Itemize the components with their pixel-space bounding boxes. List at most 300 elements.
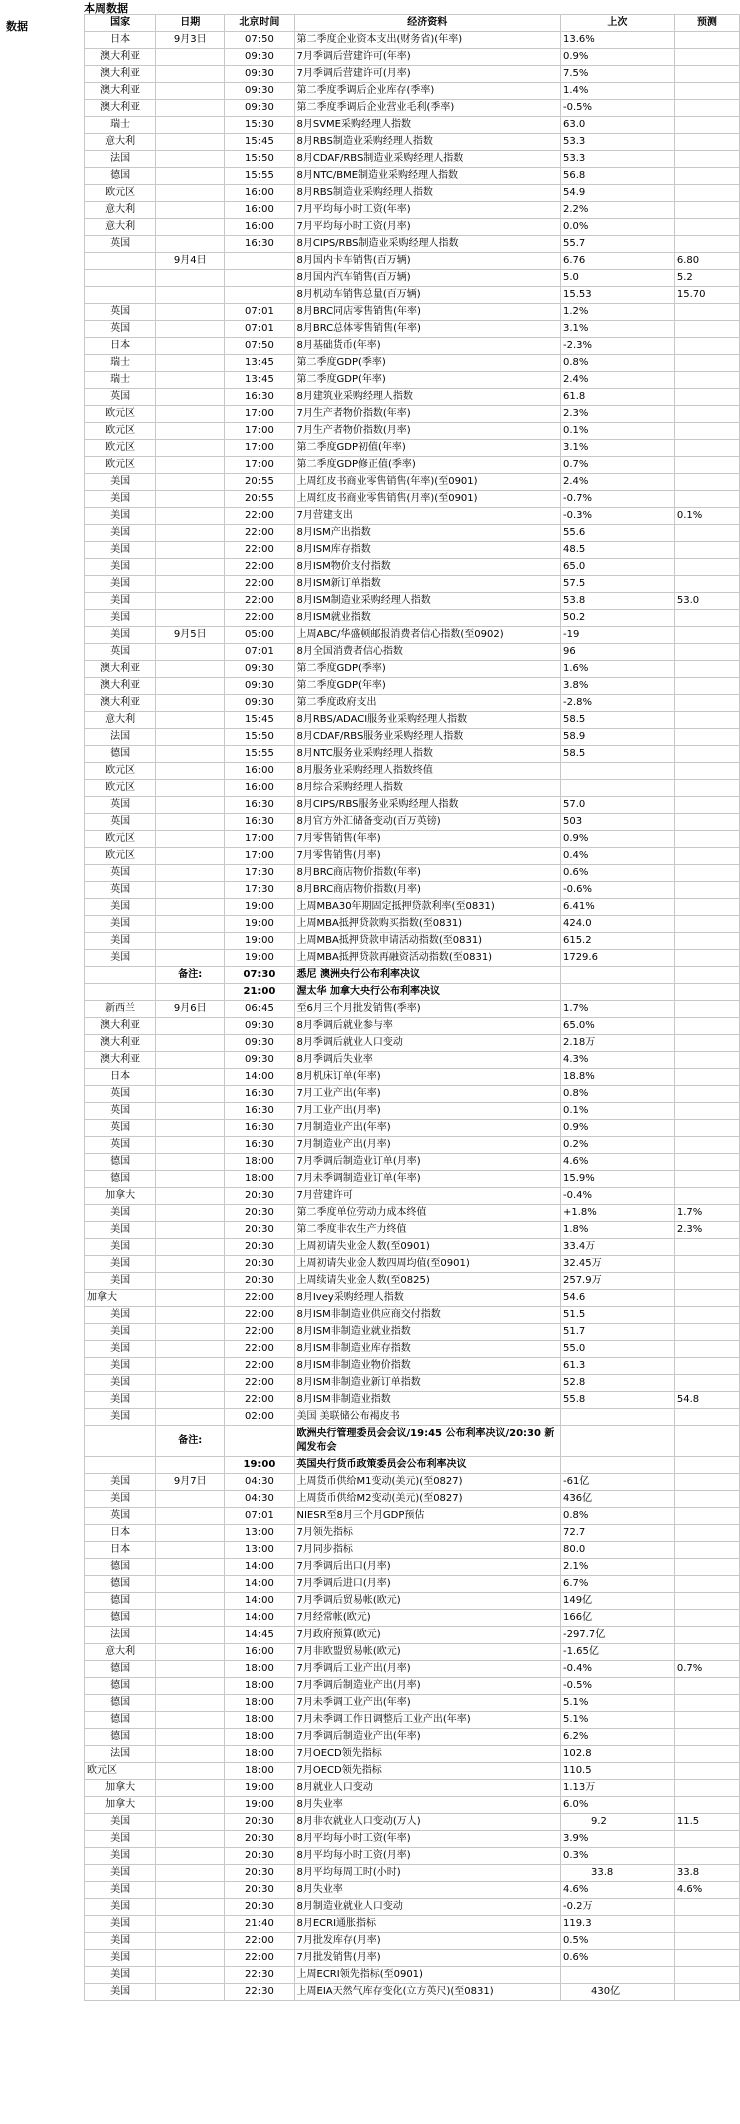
cell-time: 22:00: [225, 525, 294, 542]
cell-prev: 149亿: [560, 1593, 674, 1610]
cell-item: 7月领先指标: [294, 1525, 560, 1542]
cell-prev: 3.8%: [560, 678, 674, 695]
cell-forecast: 15.70: [674, 287, 739, 304]
cell-time: 17:00: [225, 848, 294, 865]
cell-forecast: [674, 151, 739, 168]
table-row: [85, 440, 740, 457]
table-row: [85, 321, 740, 338]
cell-forecast: [674, 1746, 739, 1763]
cell-country: 美国: [85, 1491, 156, 1508]
cell-forecast: [674, 1086, 739, 1103]
cell-item: 7月季调后营建许可(年率): [294, 49, 560, 66]
cell-forecast: [674, 1103, 739, 1120]
cell-forecast: 0.1%: [674, 508, 739, 525]
cell-prev: 32.45万: [560, 1256, 674, 1273]
cell-forecast: [674, 1916, 739, 1933]
cell-date: [156, 1797, 225, 1814]
table-row: [85, 678, 740, 695]
table-row: [85, 1746, 740, 1763]
cell-prev: 3.1%: [560, 440, 674, 457]
cell-date: [156, 389, 225, 406]
cell-prev: 53.8: [560, 593, 674, 610]
cell-date: [156, 1307, 225, 1324]
cell-time: 09:30: [225, 66, 294, 83]
cell-time: 16:00: [225, 763, 294, 780]
cell-time: 22:00: [225, 1358, 294, 1375]
table-row: [85, 1780, 740, 1797]
cell-time: 07:30: [225, 967, 294, 984]
note-row: [85, 984, 740, 1001]
cell-item: 7月零售销售(年率): [294, 831, 560, 848]
cell-date: [156, 1457, 225, 1474]
cell-country: 美国: [85, 1409, 156, 1426]
cell-forecast: [674, 1035, 739, 1052]
cell-item: 8月就业人口变动: [294, 1780, 560, 1797]
cell-forecast: [674, 1933, 739, 1950]
cell-date: [156, 1644, 225, 1661]
cell-date: [156, 1831, 225, 1848]
cell-country: 美国: [85, 1239, 156, 1256]
table-row: [85, 1035, 740, 1052]
cell-time: 14:00: [225, 1610, 294, 1627]
cell-time: 20:30: [225, 1239, 294, 1256]
cell-time: 09:30: [225, 100, 294, 117]
cell-prev: 65.0%: [560, 1018, 674, 1035]
cell-prev: 55.7: [560, 236, 674, 253]
table-row: [85, 304, 740, 321]
cell-country: 美国: [85, 1916, 156, 1933]
cell-date: [156, 1763, 225, 1780]
cell-item: 7月政府预算(欧元): [294, 1627, 560, 1644]
cell-item: 美国 美联储公布褐皮书: [294, 1409, 560, 1426]
cell-prev: 503: [560, 814, 674, 831]
cell-prev: -0.6%: [560, 882, 674, 899]
cell-forecast: [674, 1627, 739, 1644]
cell-forecast: [674, 1307, 739, 1324]
table-row: [85, 474, 740, 491]
cell-forecast: [674, 1018, 739, 1035]
cell-prev: [560, 984, 674, 1001]
cell-country: 澳大利亚: [85, 49, 156, 66]
cell-prev: 0.2%: [560, 1137, 674, 1154]
cell-time: 07:01: [225, 304, 294, 321]
cell-date: [156, 1627, 225, 1644]
cell-date: [156, 236, 225, 253]
data-table: [84, 14, 740, 2001]
cell-country: 英国: [85, 321, 156, 338]
cell-forecast: [674, 899, 739, 916]
cell-country: 德国: [85, 1576, 156, 1593]
cell-forecast: [674, 967, 739, 984]
cell-date: [156, 593, 225, 610]
cell-date: [156, 797, 225, 814]
table-row: [85, 117, 740, 134]
table-row: [85, 712, 740, 729]
cell-forecast: [674, 1256, 739, 1273]
cell-item: 8月季调后就业人口变动: [294, 1035, 560, 1052]
cell-country: 意大利: [85, 1644, 156, 1661]
cell-country: 英国: [85, 797, 156, 814]
table-row: [85, 780, 740, 797]
cell-forecast: 11.5: [674, 1814, 739, 1831]
cell-country: 美国: [85, 950, 156, 967]
cell-date: [156, 950, 225, 967]
cell-forecast: [674, 1695, 739, 1712]
cell-forecast: [674, 627, 739, 644]
cell-prev: 1.13万: [560, 1780, 674, 1797]
cell-prev: 50.2: [560, 610, 674, 627]
cell-item: 7月季调后出口(月率): [294, 1559, 560, 1576]
cell-item: 7月批发库存(月率): [294, 1933, 560, 1950]
cell-time: 13:45: [225, 372, 294, 389]
cell-prev: 0.8%: [560, 355, 674, 372]
cell-prev: -0.5%: [560, 1678, 674, 1695]
cell-country: [85, 967, 156, 984]
cell-item: 8月BRC商店物价指数(年率): [294, 865, 560, 882]
cell-prev: 102.8: [560, 1746, 674, 1763]
cell-country: [85, 287, 156, 304]
cell-time: 13:00: [225, 1525, 294, 1542]
cell-prev: 1.4%: [560, 83, 674, 100]
table-row: [85, 1525, 740, 1542]
cell-forecast: [674, 1171, 739, 1188]
cell-country: 英国: [85, 236, 156, 253]
cell-time: 09:30: [225, 49, 294, 66]
cell-forecast: 5.2: [674, 270, 739, 287]
cell-time: 04:30: [225, 1491, 294, 1508]
table-row: [85, 457, 740, 474]
cell-country: 欧元区: [85, 1763, 156, 1780]
cell-forecast: [674, 304, 739, 321]
cell-prev: 3.1%: [560, 321, 674, 338]
cell-date: [156, 1222, 225, 1239]
table-row: [85, 729, 740, 746]
header-prev: 上次: [560, 15, 674, 32]
cell-time: 20:30: [225, 1814, 294, 1831]
table-row: [85, 882, 740, 899]
table-row: [85, 423, 740, 440]
cell-date: [156, 610, 225, 627]
cell-time: 19:00: [225, 1457, 294, 1474]
cell-item: 8月CDAF/RBS制造业采购经理人指数: [294, 151, 560, 168]
cell-prev: 110.5: [560, 1763, 674, 1780]
cell-item: 第二季度单位劳动力成本终值: [294, 1205, 560, 1222]
table-row: [85, 1814, 740, 1831]
table-row: [85, 933, 740, 950]
cell-time: 14:00: [225, 1593, 294, 1610]
cell-date: [156, 287, 225, 304]
cell-forecast: [674, 797, 739, 814]
cell-item: 8月ISM产出指数: [294, 525, 560, 542]
cell-item: 第二季度季调后企业营业毛利(季率): [294, 100, 560, 117]
cell-date: [156, 1525, 225, 1542]
cell-country: 加拿大: [85, 1188, 156, 1205]
cell-date: [156, 1341, 225, 1358]
cell-forecast: [674, 763, 739, 780]
cell-item: 第二季度GDP(季率): [294, 661, 560, 678]
cell-country: 英国: [85, 304, 156, 321]
cell-forecast: [674, 1069, 739, 1086]
cell-forecast: [674, 134, 739, 151]
cell-prev: 51.5: [560, 1307, 674, 1324]
table-row: [85, 491, 740, 508]
cell-date: [156, 1848, 225, 1865]
cell-item: 8月BRC同店零售销售(年率): [294, 304, 560, 321]
cell-forecast: [674, 1120, 739, 1137]
table-row: [85, 270, 740, 287]
cell-date: [156, 661, 225, 678]
cell-item: 8月ISM新订单指数: [294, 576, 560, 593]
cell-forecast: [674, 814, 739, 831]
table-row: [85, 1307, 740, 1324]
cell-item: 8月综合采购经理人指数: [294, 780, 560, 797]
cell-time: 16:30: [225, 389, 294, 406]
cell-item: 悉尼 澳洲央行公布利率决议: [294, 967, 560, 984]
cell-date: [156, 1120, 225, 1137]
cell-item: 8月ISM非制造业指数: [294, 1392, 560, 1409]
cell-item: 7月季调后营建许可(月率): [294, 66, 560, 83]
cell-time: 22:00: [225, 1933, 294, 1950]
cell-time: 20:30: [225, 1256, 294, 1273]
cell-time: 19:00: [225, 933, 294, 950]
table-row: [85, 1916, 740, 1933]
cell-time: 18:00: [225, 1763, 294, 1780]
cell-item: 第二季度GDP(季率): [294, 355, 560, 372]
cell-time: 16:00: [225, 185, 294, 202]
cell-country: 瑞士: [85, 355, 156, 372]
table-row: [85, 1001, 740, 1018]
cell-prev: [560, 1426, 674, 1457]
table-row: [85, 593, 740, 610]
cell-date: [156, 1375, 225, 1392]
cell-date: [156, 1678, 225, 1695]
cell-country: 德国: [85, 1678, 156, 1695]
cell-forecast: [674, 32, 739, 49]
cell-time: 22:00: [225, 593, 294, 610]
cell-item: 7月生产者物价指数(年率): [294, 406, 560, 423]
cell-country: 美国: [85, 1984, 156, 2001]
cell-date: [156, 508, 225, 525]
cell-country: 加拿大: [85, 1290, 156, 1307]
cell-time: 16:00: [225, 1644, 294, 1661]
cell-forecast: [674, 1576, 739, 1593]
table-row: [85, 1222, 740, 1239]
cell-forecast: [674, 1273, 739, 1290]
cell-prev: 424.0: [560, 916, 674, 933]
table-row: [85, 831, 740, 848]
cell-forecast: [674, 372, 739, 389]
cell-item: 8月平均每小时工资(年率): [294, 1831, 560, 1848]
cell-time: 02:00: [225, 1409, 294, 1426]
cell-time: 17:00: [225, 423, 294, 440]
cell-prev: 51.7: [560, 1324, 674, 1341]
cell-prev: 615.2: [560, 933, 674, 950]
cell-item: 7月非欧盟贸易帐(欧元): [294, 1644, 560, 1661]
cell-prev: -297.7亿: [560, 1627, 674, 1644]
cell-time: 14:00: [225, 1576, 294, 1593]
table-row: [85, 202, 740, 219]
cell-forecast: [674, 1491, 739, 1508]
cell-prev: 436亿: [560, 1491, 674, 1508]
cell-forecast: [674, 542, 739, 559]
cell-item: 上周EIA天然气库存变化(立方英尺)(至0831): [294, 1984, 560, 2001]
cell-forecast: [674, 389, 739, 406]
cell-item: 7月平均每小时工资(月率): [294, 219, 560, 236]
cell-country: 日本: [85, 338, 156, 355]
cell-forecast: [674, 355, 739, 372]
cell-date: [156, 66, 225, 83]
cell-item: 8月RBS制造业采购经理人指数: [294, 134, 560, 151]
cell-date: [156, 916, 225, 933]
cell-prev: 7.5%: [560, 66, 674, 83]
cell-item: 7月营建支出: [294, 508, 560, 525]
cell-forecast: 0.7%: [674, 1661, 739, 1678]
cell-country: 欧元区: [85, 780, 156, 797]
cell-date: 9月7日: [156, 1474, 225, 1491]
cell-item: 上周MBA抵押贷款申请活动指数(至0831): [294, 933, 560, 950]
table-row: [85, 644, 740, 661]
cell-country: 美国: [85, 1865, 156, 1882]
cell-forecast: [674, 746, 739, 763]
cell-prev: [560, 1967, 674, 1984]
cell-date: [156, 100, 225, 117]
cell-forecast: 33.8: [674, 1865, 739, 1882]
cell-prev: 0.5%: [560, 1933, 674, 1950]
cell-forecast: [674, 117, 739, 134]
cell-prev: 0.8%: [560, 1086, 674, 1103]
cell-prev: -0.4%: [560, 1188, 674, 1205]
cell-item: 上周初请失业金人数(至0901): [294, 1239, 560, 1256]
cell-country: 美国: [85, 1324, 156, 1341]
cell-date: [156, 219, 225, 236]
cell-time: 15:30: [225, 117, 294, 134]
cell-forecast: [674, 457, 739, 474]
cell-item: 7月工业产出(年率): [294, 1086, 560, 1103]
cell-country: 美国: [85, 508, 156, 525]
cell-prev: 58.5: [560, 712, 674, 729]
cell-forecast: [674, 1678, 739, 1695]
cell-time: 16:30: [225, 814, 294, 831]
header-date: 日期: [156, 15, 225, 32]
cell-item: 8月ISM物价支付指数: [294, 559, 560, 576]
cell-date: [156, 1746, 225, 1763]
cell-country: 新西兰: [85, 1001, 156, 1018]
header-country: 国家: [85, 15, 156, 32]
cell-country: 英国: [85, 1103, 156, 1120]
cell-time: 16:30: [225, 1086, 294, 1103]
cell-prev: 53.3: [560, 151, 674, 168]
cell-prev: -0.4%: [560, 1661, 674, 1678]
cell-country: 澳大利亚: [85, 100, 156, 117]
cell-date: [156, 1491, 225, 1508]
cell-country: 日本: [85, 1542, 156, 1559]
cell-time: 16:30: [225, 1120, 294, 1137]
cell-forecast: [674, 780, 739, 797]
table-row: [85, 763, 740, 780]
cell-date: [156, 712, 225, 729]
cell-forecast: [674, 1375, 739, 1392]
cell-country: [85, 253, 156, 270]
cell-forecast: [674, 1593, 739, 1610]
cell-forecast: [674, 1457, 739, 1474]
cell-date: [156, 1984, 225, 2001]
cell-time: 17:00: [225, 457, 294, 474]
table-row: [85, 1661, 740, 1678]
table-row: [85, 559, 740, 576]
cell-country: 德国: [85, 1661, 156, 1678]
cell-country: 法国: [85, 151, 156, 168]
cell-prev: 6.2%: [560, 1729, 674, 1746]
cell-item: 8月BRC总体零售销售(年率): [294, 321, 560, 338]
cell-time: 20:30: [225, 1882, 294, 1899]
cell-item: 8月机床订单(年率): [294, 1069, 560, 1086]
cell-country: 美国: [85, 1950, 156, 1967]
cell-prev: 2.18万: [560, 1035, 674, 1052]
cell-prev: 1.2%: [560, 304, 674, 321]
cell-time: 19:00: [225, 899, 294, 916]
cell-country: 加拿大: [85, 1780, 156, 1797]
table-row: [85, 1358, 740, 1375]
cell-forecast: 1.7%: [674, 1205, 739, 1222]
cell-time: 09:30: [225, 1052, 294, 1069]
cell-item: 8月ISM制造业采购经理人指数: [294, 593, 560, 610]
cell-item: 8月BRC商店物价指数(月率): [294, 882, 560, 899]
cell-prev: 2.4%: [560, 474, 674, 491]
cell-country: 澳大利亚: [85, 66, 156, 83]
cell-forecast: [674, 1525, 739, 1542]
cell-date: [156, 1950, 225, 1967]
cell-time: [225, 270, 294, 287]
cell-time: 22:00: [225, 1392, 294, 1409]
cell-item: 8月国内卡车销售(百万辆): [294, 253, 560, 270]
cell-item: 8月ISM非制造业新订单指数: [294, 1375, 560, 1392]
cell-forecast: [674, 100, 739, 117]
cell-time: 07:50: [225, 338, 294, 355]
cell-forecast: [674, 1950, 739, 1967]
cell-time: 18:00: [225, 1171, 294, 1188]
cell-time: 20:30: [225, 1188, 294, 1205]
cell-time: 16:00: [225, 202, 294, 219]
cell-prev: 0.0%: [560, 219, 674, 236]
cell-item: 8月ISM非制造业物价指数: [294, 1358, 560, 1375]
cell-time: 09:30: [225, 1035, 294, 1052]
cell-time: 16:30: [225, 1103, 294, 1120]
cell-country: 美国: [85, 576, 156, 593]
cell-forecast: [674, 406, 739, 423]
table-row: [85, 1576, 740, 1593]
cell-country: 欧元区: [85, 848, 156, 865]
cell-date: [156, 423, 225, 440]
cell-forecast: [674, 1848, 739, 1865]
table-row: [85, 185, 740, 202]
table-row: [85, 1712, 740, 1729]
cell-date: [156, 1239, 225, 1256]
cell-time: 19:00: [225, 1780, 294, 1797]
cell-forecast: [674, 729, 739, 746]
cell-prev: 2.3%: [560, 406, 674, 423]
cell-forecast: [674, 644, 739, 661]
cell-time: 19:00: [225, 1797, 294, 1814]
cell-country: 美国: [85, 525, 156, 542]
cell-country: [85, 1426, 156, 1457]
cell-forecast: 6.80: [674, 253, 739, 270]
cell-country: 欧元区: [85, 440, 156, 457]
cell-date: [156, 1712, 225, 1729]
cell-date: [156, 1069, 225, 1086]
cell-time: 20:30: [225, 1205, 294, 1222]
cell-forecast: [674, 1358, 739, 1375]
cell-forecast: [674, 916, 739, 933]
